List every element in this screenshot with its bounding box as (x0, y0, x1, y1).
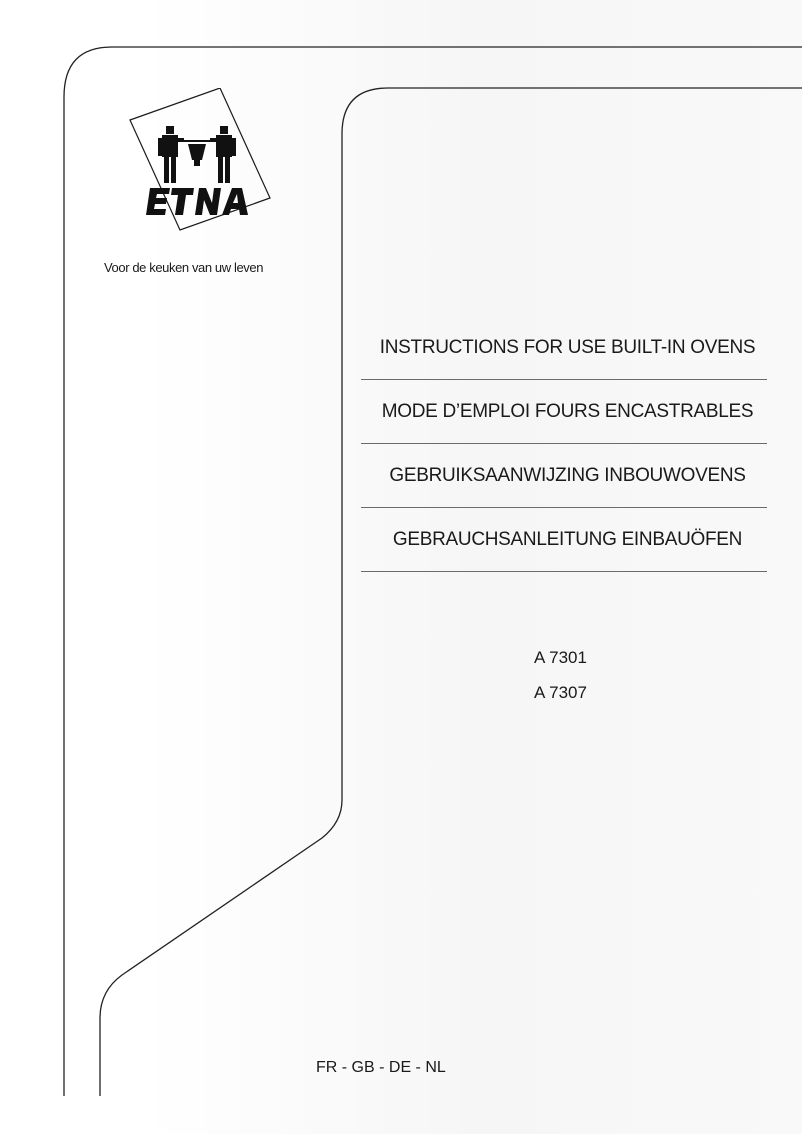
title-german: GEBRAUCHSANLEITUNG EINBAUÖFEN (392, 528, 743, 550)
model-numbers (534, 640, 587, 710)
inner-frame-line (100, 88, 802, 1096)
etna-logo-graphic (124, 88, 274, 238)
model-number: A 7307 (534, 683, 587, 702)
title-english: INSTRUCTIONS FOR USE BUILT-IN OVENS (379, 336, 756, 358)
brand-tagline: Voor de keuken van uw leven (104, 260, 264, 275)
title-divider (361, 571, 767, 572)
etna-logo (124, 88, 274, 238)
model-number: A 7301 (534, 648, 587, 667)
manual-titles (355, 316, 780, 572)
language-list: FR - GB - DE - NL (316, 1059, 446, 1076)
title-french: MODE D’EMPLOI FOURS ENCASTRABLES (381, 400, 754, 422)
title-dutch: GEBRUIKSAANWIJZING INBOUWOVENS (389, 464, 746, 486)
